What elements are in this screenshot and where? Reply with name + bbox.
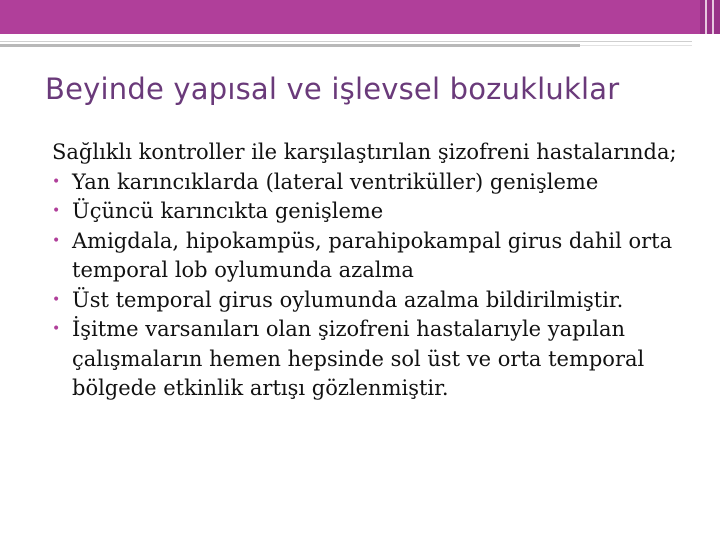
slide-body [52,138,692,404]
slide-title: Beyinde yapısal ve işlevsel bozukluklar [45,72,620,106]
divider-line-thick [0,44,580,47]
bullet-text: Üçüncü karıncıkta genişleme [72,199,384,223]
intro-text: Sağlıklı kontroller ile karşılaştırılan şizofreni hastalarında; [52,140,677,164]
bullet-item [52,168,692,198]
bullet-icon: • [52,173,61,190]
bullet-list [52,168,692,404]
bullet-icon: • [52,203,61,219]
divider-line-faint [580,45,692,46]
header-band [0,0,720,34]
bullet-text: Amigdala, hipokampüs, parahipokampal girus dahil orta temporal lob oylumunda azalma [72,228,673,282]
divider-line [0,41,692,42]
header-band-corner [700,0,720,34]
bullet-text: Yan karıncıklarda (lateral ventriküller) genişleme [72,169,599,194]
bullet-text: İşitme varsanıları olan şizofreni hastalarıyle yapılan çalışmaların hemen hepsinde sol üst ve orta temporal bölgede etkinlik artışı gözlenmiştir. [72,317,645,400]
bullet-item [52,227,692,286]
bullet-text: Üst temporal girus oylumunda azalma bildirilmiştir. [72,287,624,312]
header-band-stripe [712,0,714,34]
header-band-stripe [705,0,707,34]
bullet-icon: • [52,291,61,308]
bullet-item [52,197,692,227]
bullet-item [52,315,692,404]
bullet-item [52,286,692,316]
bullet-icon: • [52,232,61,249]
bullet-icon: • [52,321,61,337]
